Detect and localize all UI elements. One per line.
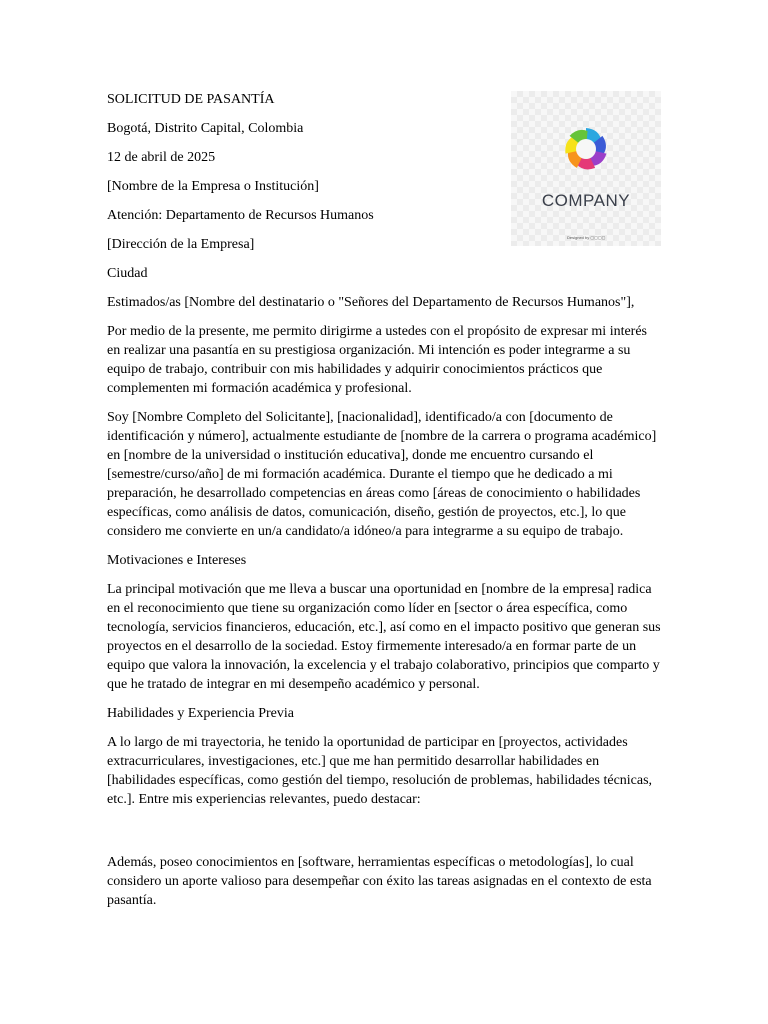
letter-date: 12 de abril de 2025 (107, 150, 216, 165)
letter-location: Bogotá, Distrito Capital, Colombia (107, 121, 304, 136)
company-logo (511, 91, 661, 246)
paragraph-intro: Por medio de la presente, me permito dirigirme a ustedes con el propósito de expresar mi interés en realizar una pasantía en su prestigiosa organización. Mi intención es poder integrarme a su equipo de trabajo, contribuir con mis habilidades y adquirir conocimientos prácticos que complementen mi formación académica y profesional. (107, 324, 648, 396)
letter-title: SOLICITUD DE PASANTÍA (107, 92, 275, 107)
recipient-attention: Atención: Departamento de Recursos Humanos (107, 208, 374, 223)
paragraph-about: Soy [Nombre Completo del Solicitante], [nacionalidad], identificado/a con [documento de identificación y número], actualmente estudiante de [nombre de la carrera o programa académico] en [nombre de la universidad o institución educativa], donde me encuentro cursando el [semestre/curso/año] de mi formación académica. Durante el tiempo que he dedicado a mi preparación, he desarrollado competencias en áreas como [áreas de conocimiento o habilidades específicas, como análisis de datos, comunicación, diseño, gestión de proyectos, etc.], lo que considero me convierte en un/a candidato/a idóneo/a para integrarme a su equipo de trabajo. (107, 410, 657, 539)
heading-skills: Habilidades y Experiencia Previa (107, 706, 294, 721)
greeting: Estimados/as [Nombre del destinatario o "Señores del Departamento de Recursos Humanos"], (107, 295, 635, 310)
recipient-city: Ciudad (107, 266, 148, 281)
logo-credit: Designed by ▢▢▢▢ (567, 235, 606, 240)
paragraph-motivations: La principal motivación que me lleva a buscar una oportunidad en [nombre de la empresa] radica en el reconocimiento que tiene su organización como líder en [sector o área específica, como tecnología, servicios financieros, educación, etc.], así como en el impacto positivo que generan sus proyectos en el desarrollo de la sociedad. Estoy firmemente interesado/a en formar parte de un equipo que valora la innovación, la excelencia y el trabajo colaborativo, principios que comparto y que he tratado de integrar en mi desempeño académico y personal. (107, 582, 661, 692)
recipient-company: [Nombre de la Empresa o Institución] (107, 179, 319, 194)
logo-text: COMPANY (541, 191, 631, 210)
blank-space (107, 819, 662, 853)
paragraph-skills: A lo largo de mi trayectoria, he tenido la oportunidad de participar en [proyectos, actividades extracurriculares, investigaciones, etc.] que me han permitido desarrollar habilidades en [habilidades específicas, como gestión del tiempo, resolución de problemas, habilidades técnicas, etc.]. Entre mis experiencias relevantes, puedo destacar: (107, 735, 653, 807)
recipient-address: [Dirección de la Empresa] (107, 237, 255, 252)
heading-motivations: Motivaciones e Intereses (107, 553, 247, 568)
logo-ring-icon (561, 124, 611, 174)
paragraph-software: Además, poseo conocimientos en [software, herramientas específicas o metodologías], lo cual considero un aporte valioso para desempeñar con éxito las tareas asignadas en el contexto de esta pasantía. (107, 855, 652, 908)
